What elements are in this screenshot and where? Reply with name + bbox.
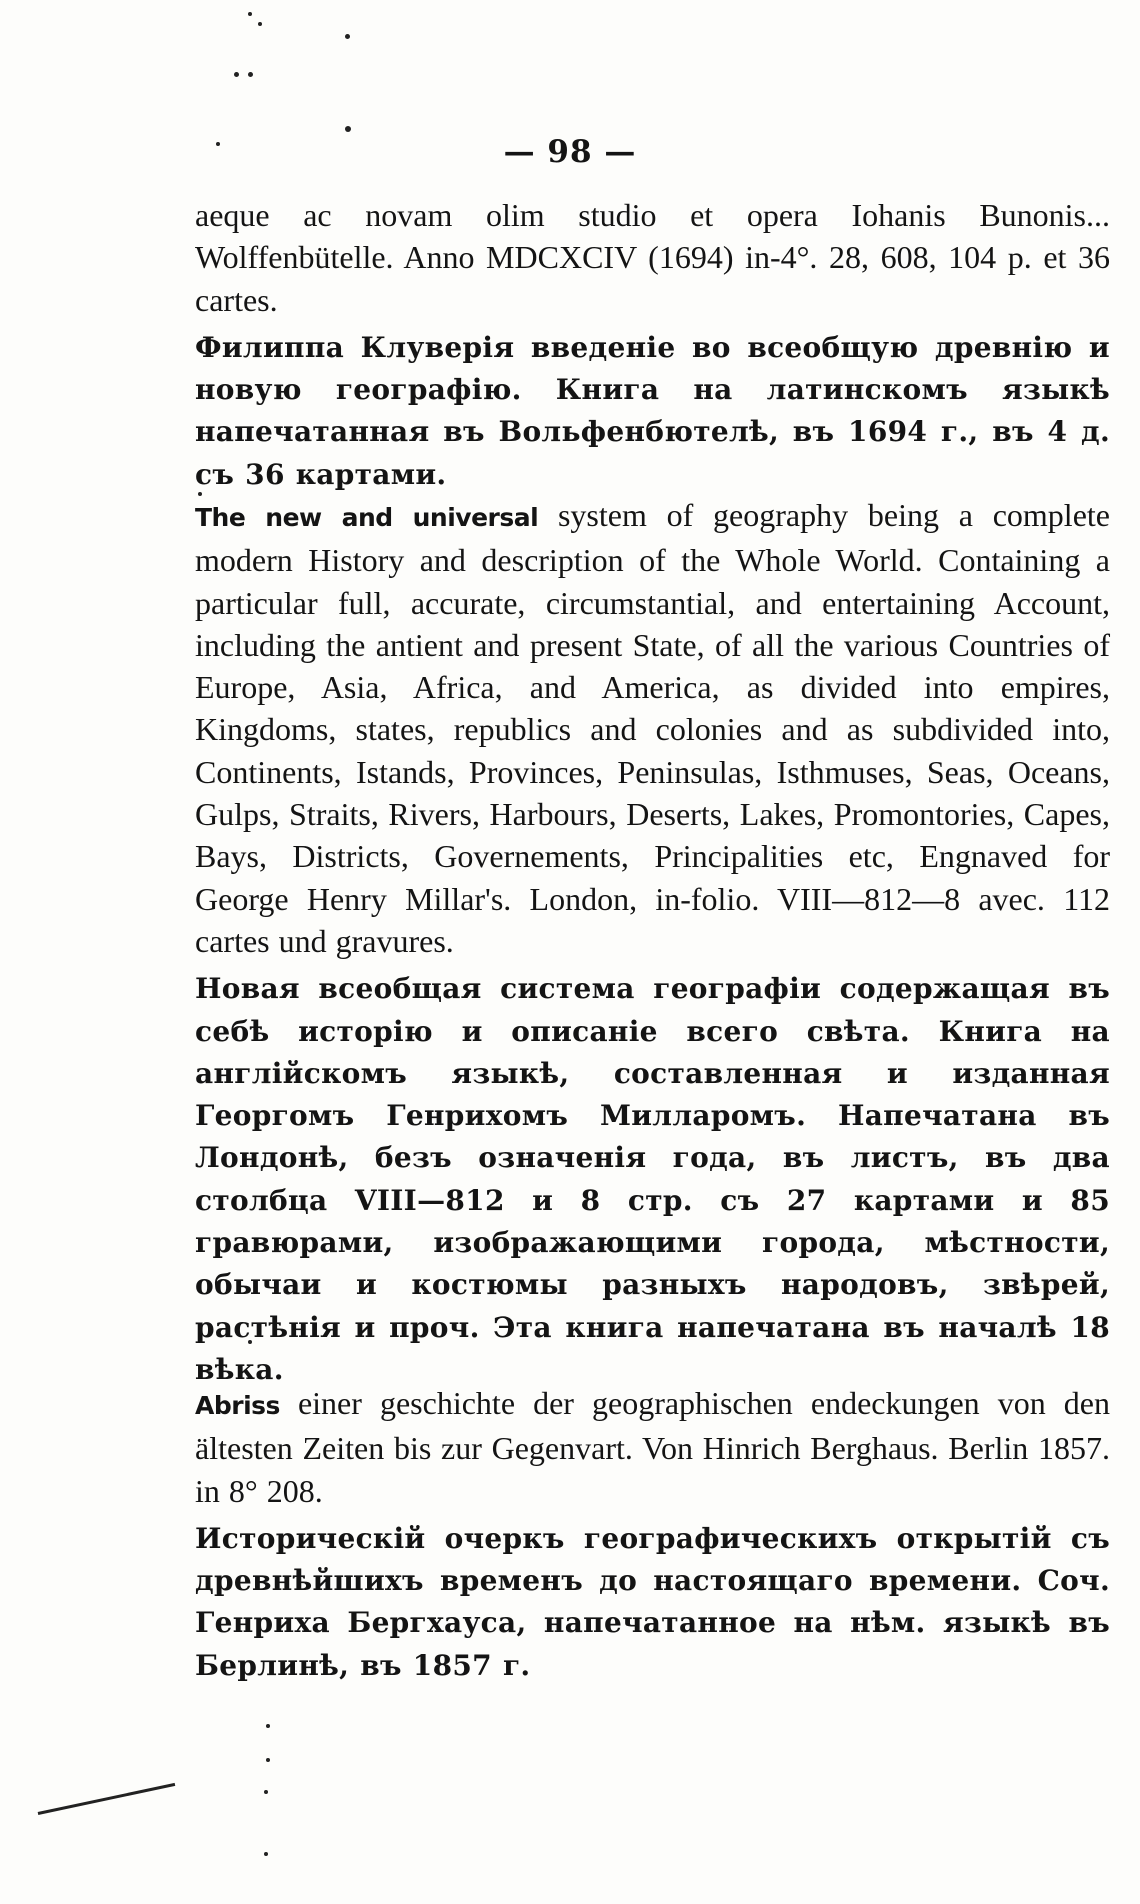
scan-speck <box>266 1724 270 1728</box>
pen-stroke-mark <box>38 1783 176 1815</box>
scan-speck <box>264 1790 268 1794</box>
scan-speck <box>266 1758 270 1762</box>
entry-original-text <box>195 1382 1110 1512</box>
scan-speck <box>345 34 350 39</box>
bibliography-entry <box>195 1382 1110 1687</box>
scan-speck <box>234 72 239 77</box>
entry-original-text: aeque ac novam olim studio et opera Iohanis Bunonis... Wolffenbütelle. Anno MDCXCIV (1694) in-4°. 28, 608, 104 p. et 36 cartes. <box>195 197 1110 318</box>
entry-original-body: system of geography being a complete modern History and description of the Whole World. Containing a particular full, accurate, circumstantial, and entertaining Account, including the antient and present State, of all the various Countries of Europe, Asia, Africa, and America, as divided into empires, Kingdoms, states, republics and colonies and as subdivided into, Continents, Istands, Provinces, Peninsulas, Isthmuses, Seas, Oceans, Gulps, Straits, Rivers, Harbours, Deserts, Lakes, Promontories, Capes, Bays, Districts, Governements, Principalities etc, Engnaved for George Henry Millar's. London, in-folio. VIII—812—8 avec. 112 cartes und gravures. <box>195 497 1110 959</box>
scan-speck <box>248 12 252 16</box>
page-number: — 98 — <box>503 134 637 170</box>
bibliography-entry <box>195 194 1110 496</box>
scan-speck <box>264 1852 268 1856</box>
entry-russian-translation: Новая всеобщая система географіи содержащая въ себѣ исторію и описаніе всего свѣта. Книга на англійскомъ языкѣ, составленная и изданная Георгомъ Генрихомъ Милларомъ. Напечатана въ Лондонѣ, безъ означенія года, въ листъ, въ два столбца VIII—812 и 8 стр. съ 27 картами и 85 гравюрами, изображающими города, мѣстности, обычаи и костюмы разныхъ народовъ, звѣрей, растѣнія и проч. Эта книга напечатана въ началѣ 18 вѣка. <box>195 972 1110 1386</box>
entry-original-text <box>195 494 1110 962</box>
scan-speck <box>345 126 351 132</box>
bibliography-entry <box>195 494 1110 1391</box>
entry-original-body: einer geschichte der geographischen endeckungen von den ältesten Zeiten bis zur Gegenvart. Von Hinrich Berghaus. Berlin 1857. in 8° 208. <box>195 1385 1110 1509</box>
entry-title-lead: The new and universal <box>195 503 539 532</box>
entry-title-lead: Abriss <box>195 1391 280 1420</box>
scan-speck <box>258 22 262 26</box>
entry-russian-translation: Филиппа Клуверія введеніе во всеобщую древнію и новую географію. Книга на латинскомъ языкѣ напечатанная въ Вольфенбютелѣ, въ 1694 г., въ 4 д. съ 36 картами. <box>195 330 1110 491</box>
entry-russian-translation: Историческій очеркъ географическихъ открытій съ древнѣйшихъ временъ до настоящаго времени. Соч. Генриха Бергхауса, напечатанное на нѣм. языкѣ въ Берлинѣ, въ 1857 г. <box>195 1521 1110 1682</box>
scan-speck <box>248 72 253 77</box>
